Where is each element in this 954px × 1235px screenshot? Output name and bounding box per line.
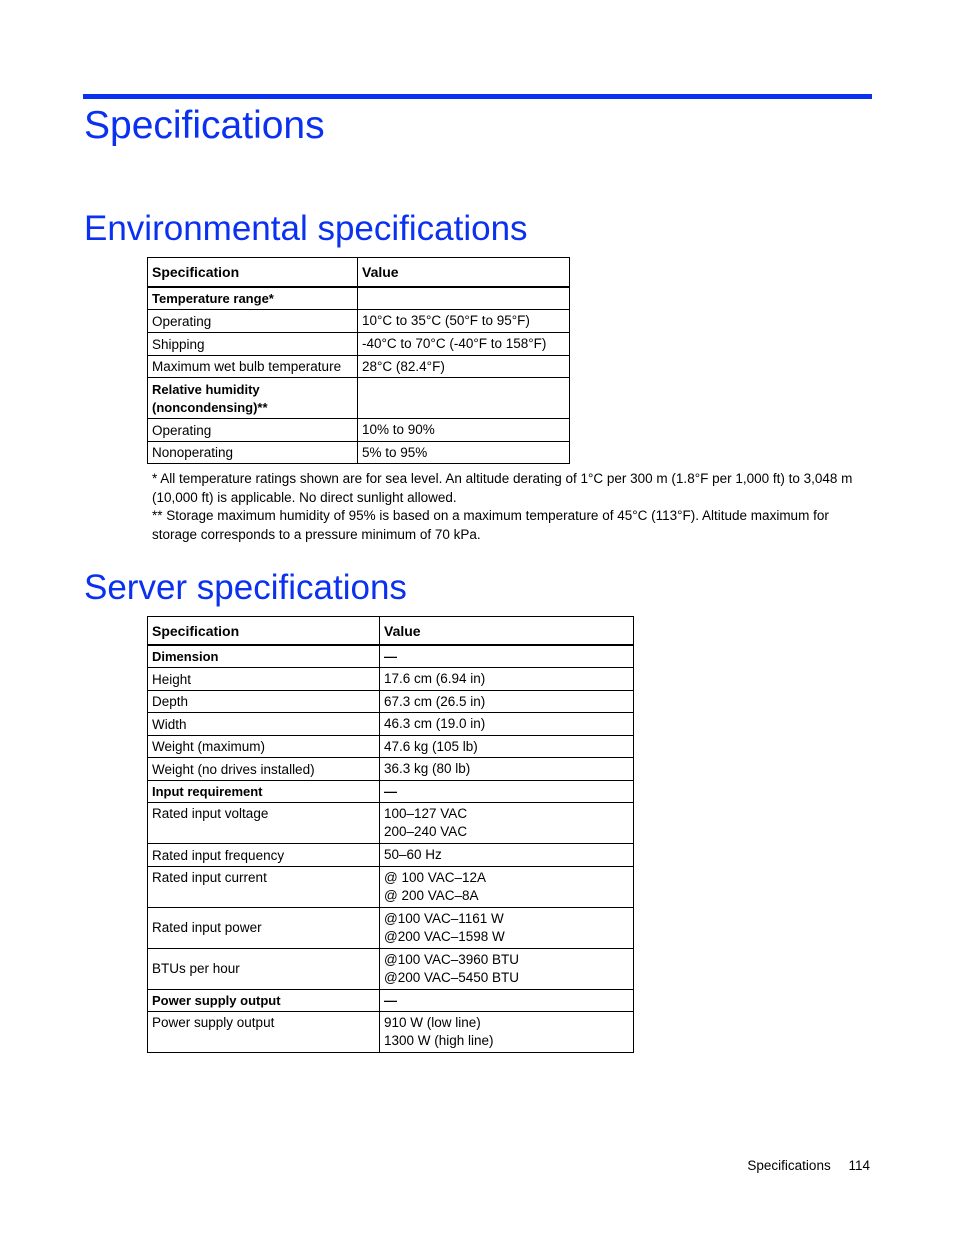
table-row [148, 309, 570, 332]
value-line: @200 VAC–1598 W [384, 928, 505, 944]
table-row [148, 802, 634, 843]
value-cell [358, 287, 570, 310]
value-line: 910 W (low line) [384, 1014, 481, 1030]
spec-cell: Input requirement [148, 780, 380, 802]
value-line: 100–127 VAC [384, 805, 468, 821]
table-row [148, 866, 634, 907]
table-row [148, 418, 570, 441]
value-line: 67.3 cm (26.5 in) [384, 693, 486, 709]
page-number: 114 [848, 1158, 870, 1173]
value-line: 46.3 cm (19.0 in) [384, 715, 486, 731]
page-title: Specifications [84, 104, 325, 147]
spec-cell: Nonoperating [148, 441, 358, 463]
footnotes [152, 470, 872, 544]
spec-cell: Rated input frequency [148, 843, 380, 866]
spec-cell: Power supply output [148, 989, 380, 1011]
value-line: 1300 W (high line) [384, 1032, 494, 1048]
value-cell [380, 866, 634, 907]
spec-cell: BTUs per hour [148, 948, 380, 989]
value-line: 36.3 kg (80 lb) [384, 760, 471, 776]
table-row [148, 645, 634, 668]
table-row [148, 287, 570, 310]
column-header-value: Value [380, 617, 634, 645]
table-row [148, 989, 634, 1011]
value-cell [380, 948, 634, 989]
spec-cell: Operating [148, 418, 358, 441]
value-cell [380, 690, 634, 712]
table-row [148, 1011, 634, 1052]
value-line: @100 VAC–3960 BTU [384, 951, 520, 967]
spec-cell: Weight (no drives installed) [148, 757, 380, 780]
table-row [148, 757, 634, 780]
table-row [148, 667, 634, 690]
spec-cell: Dimension [148, 645, 380, 668]
footnote-temperature: * All temperature ratings shown are for sea level. An altitude derating of 1°C per 300 m (1.8°F per 1,000 ft) to 3,048 m (10,000 ft) is applicable. No direct sunlight allowed. [152, 471, 853, 505]
spec-cell: Rated input current [148, 866, 380, 907]
title-rule [83, 94, 872, 99]
value-cell: 10°C to 35°C (50°F to 95°F) [358, 309, 570, 332]
table-row [148, 690, 634, 712]
value-cell [380, 989, 634, 1011]
value-cell [380, 843, 634, 866]
spec-cell: Shipping [148, 332, 358, 355]
value-cell [380, 667, 634, 690]
value-line: @100 VAC–1161 W [384, 910, 504, 926]
server-heading: Server specifications [84, 568, 407, 607]
table-row [148, 355, 570, 377]
spec-cell: Weight (maximum) [148, 735, 380, 757]
spec-cell: Rated input voltage [148, 802, 380, 843]
spec-cell: Width [148, 712, 380, 735]
footer-section: Specifications [747, 1158, 831, 1173]
column-header-value: Value [358, 258, 570, 287]
table-row [148, 948, 634, 989]
table-row [148, 712, 634, 735]
environmental-table [147, 257, 570, 464]
value-line: 47.6 kg (105 lb) [384, 738, 478, 754]
spec-cell: Height [148, 667, 380, 690]
spec-cell: Operating [148, 309, 358, 332]
value-cell [358, 377, 570, 418]
spec-cell: Depth [148, 690, 380, 712]
value-cell [380, 757, 634, 780]
value-line: 17.6 cm (6.94 in) [384, 670, 486, 686]
spec-cell: Relative humidity (noncondensing)** [148, 377, 358, 418]
value-line: @200 VAC–5450 BTU [384, 969, 520, 985]
value-cell [380, 802, 634, 843]
value-line: 200–240 VAC [384, 823, 468, 839]
value-cell: 28°C (82.4°F) [358, 355, 570, 377]
value-cell: -40°C to 70°C (-40°F to 158°F) [358, 332, 570, 355]
table-header-row [148, 617, 634, 645]
table-row [148, 441, 570, 463]
table-row [148, 332, 570, 355]
value-line: @ 100 VAC–12A [384, 869, 487, 885]
spec-cell: Rated input power [148, 907, 380, 948]
value-line: — [384, 992, 397, 1008]
value-line: 50–60 Hz [384, 846, 442, 862]
value-cell [380, 907, 634, 948]
table-row [148, 843, 634, 866]
environmental-heading: Environmental specifications [84, 209, 528, 248]
value-cell [380, 780, 634, 802]
footnote-humidity: ** Storage maximum humidity of 95% is based on a maximum temperature of 45°C (113°F). Altitude maximum for storage corresponds to a pressure minimum of 70 kPa. [152, 508, 829, 542]
column-header-spec: Specification [148, 258, 358, 287]
value-cell [380, 712, 634, 735]
value-cell [380, 1011, 634, 1052]
table-row [148, 907, 634, 948]
spec-cell: Power supply output [148, 1011, 380, 1052]
value-cell [380, 645, 634, 668]
page-footer [747, 1158, 870, 1173]
value-cell: 5% to 95% [358, 441, 570, 463]
spec-cell: Maximum wet bulb temperature [148, 355, 358, 377]
value-line: — [384, 648, 397, 664]
column-header-spec: Specification [148, 617, 380, 645]
server-table [147, 616, 634, 1053]
value-line: @ 200 VAC–8A [384, 887, 479, 903]
table-row [148, 780, 634, 802]
value-cell [380, 735, 634, 757]
table-row [148, 377, 570, 418]
value-cell: 10% to 90% [358, 418, 570, 441]
value-line: — [384, 783, 397, 799]
table-row [148, 735, 634, 757]
table-header-row [148, 258, 570, 287]
spec-cell: Temperature range* [148, 287, 358, 310]
